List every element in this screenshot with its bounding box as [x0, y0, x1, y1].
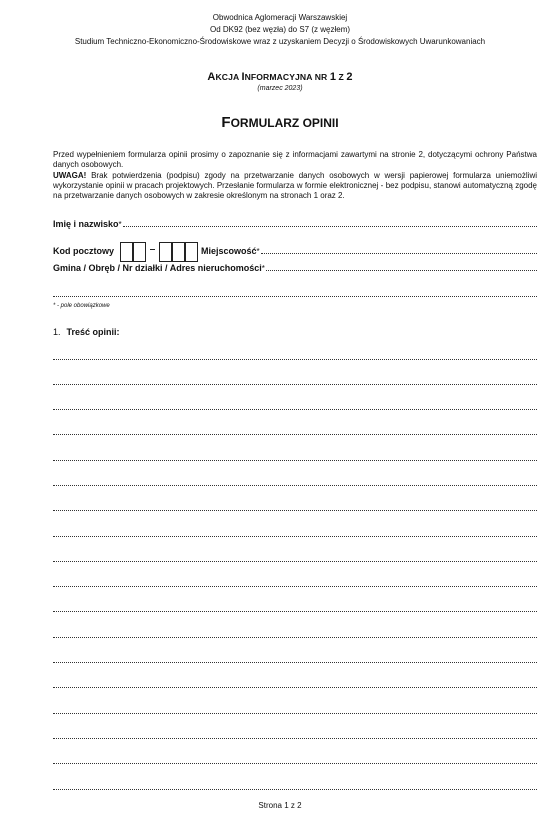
header-line-3: Studium Techniczno-Ekonomiczno-Środowiskowe wraz z uzyskaniem Decyzji o Środowiskowych Uwarunkowaniach: [74, 37, 486, 46]
postal-code-suffix[interactable]: [159, 242, 198, 262]
intro-text: [53, 150, 537, 201]
name-row: [53, 219, 537, 229]
address-row: [53, 263, 537, 273]
city-field[interactable]: [261, 252, 537, 254]
header-line-1: Obwodnica Aglomeracji Warszawskiej: [212, 13, 348, 22]
opinion-line[interactable]: [53, 763, 537, 764]
opinion-line[interactable]: [53, 637, 537, 638]
city-label: Miejscowość*: [201, 246, 260, 256]
opinion-line[interactable]: [53, 611, 537, 612]
postal-row: [53, 242, 537, 256]
section-title: 1. Treść opinii:: [53, 327, 120, 337]
opinion-line[interactable]: [53, 460, 537, 461]
form-title: FORMULARZ OPINII: [221, 114, 339, 131]
postal-digit-2[interactable]: [133, 242, 146, 262]
opinion-line[interactable]: [53, 662, 537, 663]
address-field[interactable]: [266, 269, 537, 271]
opinion-line[interactable]: [53, 713, 537, 714]
postal-digit-3[interactable]: [159, 242, 172, 262]
postal-digit-5[interactable]: [185, 242, 198, 262]
address-field-line-2[interactable]: [53, 296, 537, 297]
opinion-line[interactable]: [53, 561, 537, 562]
address-label: Gmina / Obręb / Nr działki / Adres nieruchomości*: [53, 263, 265, 273]
postal-code-prefix[interactable]: [120, 242, 146, 262]
postal-digit-1[interactable]: [120, 242, 133, 262]
intro-paragraph-1: Przed wypełnieniem formularza opinii prosimy o zapoznanie się z informacjami zawartymi na stronie 2, dotyczącymi ochrony Państwa danych osobowych.: [53, 150, 537, 170]
opinion-line[interactable]: [53, 485, 537, 486]
postal-digit-4[interactable]: [172, 242, 185, 262]
required-note: * - pole obowiązkowe: [53, 303, 110, 309]
opinion-line[interactable]: [53, 510, 537, 511]
postal-label: Kod pocztowy: [53, 246, 114, 256]
name-label: Imię i nazwisko*: [53, 219, 122, 229]
header-line-2: Od DK92 (bez węzła) do S7 (z węzłem): [209, 25, 351, 34]
akcja-date: (marzec 2023): [257, 85, 303, 92]
name-field[interactable]: [123, 225, 537, 227]
postal-dash: [150, 249, 155, 250]
intro-paragraph-2: UWAGA! Brak potwierdzenia (podpisu) zgody na przetwarzanie danych osobowych w wersji papierowej formularza uniemożliwi wykorzystanie opinii w pracach projektowych. Przesłanie formularza w formie elektronicznej - bez podpisu, stanowi automatyczną zgodę na przetwarzanie danych osobowych w zakresie określonym na stronach 1 oraz 2.: [53, 170, 537, 201]
akcja-title: AKCJA INFORMACYJNA NR 1 Z 2: [207, 71, 353, 83]
opinion-line[interactable]: [53, 586, 537, 587]
opinion-line[interactable]: [53, 434, 537, 435]
opinion-line[interactable]: [53, 536, 537, 537]
page-footer: Strona 1 z 2: [258, 801, 302, 810]
opinion-line[interactable]: [53, 738, 537, 739]
opinion-line[interactable]: [53, 359, 537, 360]
uwaga-label: UWAGA!: [53, 170, 87, 180]
opinion-line[interactable]: [53, 687, 537, 688]
opinion-line[interactable]: [53, 789, 537, 790]
opinion-line[interactable]: [53, 384, 537, 385]
opinion-line[interactable]: [53, 409, 537, 410]
